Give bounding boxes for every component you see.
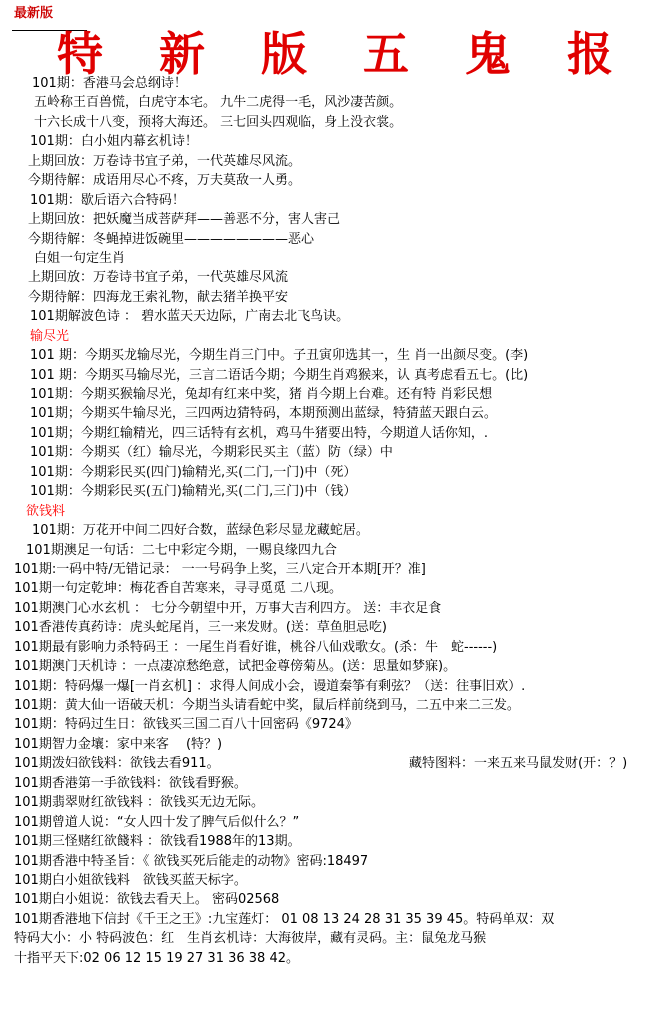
text-line: 101期香港中特圣旨：《 欲钱买死后能走的动物》密码:18497: [14, 853, 369, 869]
text-line: 101期白小姐欲钱料 欲钱买蓝天标字。: [14, 872, 247, 888]
text-line: 101期；今期红输精光，四三话特有玄机，鸡马牛猪要出特，今期道人话你知，.: [30, 425, 488, 441]
text-line: 101期翡翠财红欲钱料 ：欲钱买无边无际。: [14, 795, 264, 811]
section-heading: 欲钱料: [26, 503, 66, 519]
text-line: 101期澳门天机诗 ：一点凄凉愁绝意，试把金尊傍菊丛。(送：思量如梦寐)。: [14, 659, 457, 675]
text-line: 白姐一句定生肖: [34, 250, 126, 266]
text-line: 101期：今期彩民买(五门)输精光,买(二门,三门)中（钱）: [30, 484, 357, 500]
text-line: 101期：黄大仙一语破天机：今期当头请看蛇中奖，鼠后样前绕到马，二五中来二三发。: [14, 698, 520, 713]
text-line: 101期：特码过生日：欲钱买三国二百八十回密码《9724》: [14, 717, 358, 733]
text-line: 101期香港第一手欲钱料：欲钱看野猴。: [14, 775, 247, 791]
text-line: 101 期：今期买马输尽光，三言二语话今期；今期生肖鸡猴来，认 真考虑看五七。(比): [30, 367, 529, 383]
text-line: [0, 754, 670, 773]
text-line: 上期回放：万卷诗书宜子弟，一代英雄尽风流: [28, 270, 289, 286]
text-line: 101期一句定乾坤：梅花香自苦寒来，寻寻觅觅 二八现。: [14, 581, 342, 597]
text-line: 101期智力金壤：家中来客 (特？): [14, 736, 223, 752]
text-line: 101香港传真药诗：虎头蛇尾肖，三一来发财。(送：草鱼胆忌吃): [14, 620, 387, 636]
text-line: 101期：今期买（红）输尽光，今期彩民买主（蓝）防（绿）中: [30, 445, 393, 461]
section-heading: 输尽光: [30, 328, 70, 344]
text-line: 101期最有影响力杀特码王 ：一尾生肖看好谁，桃谷八仙戏歌女。(杀：牛 蛇------): [14, 639, 498, 655]
text-line-right: 藏特图料：一来五来马鼠发财(开：？): [409, 756, 628, 772]
text-line: 十指平天下:02 06 12 15 19 27 31 36 38 42。: [14, 950, 299, 966]
text-line: 101期：今期彩民买(四门)输精光,买(二门,一门)中（死）: [30, 464, 357, 480]
text-line: 101期三怪赌红欲餞料 ：欲钱看1988年的13期。: [14, 834, 301, 850]
text-line: 今期待解：四海龙王索礼物，献去猪羊换平安: [28, 289, 289, 305]
text-line-left: 101期泼妇欲钱料：欲钱去看911。: [14, 756, 220, 772]
text-line: 五岭称王百兽慌，白虎守本宅。 九牛二虎得一毛，风沙凄苦颜。: [34, 95, 403, 111]
text-line: 上期回放：万卷诗书宜子弟，一代英雄尽风流。: [28, 153, 302, 169]
text-line: 101期：今期买猴输尽光，兔却有红来中奖，猪 肖今期上台难。还有特 肖彩民想: [30, 387, 493, 402]
version-badge: 最新版: [14, 6, 54, 21]
text-line: 101期：白小姐内幕玄机诗！: [30, 134, 198, 150]
text-line: 101期澳足一句话：二七中彩定今期，一赐良缘四九合: [26, 542, 337, 558]
text-line: 今期待解：成语用尽心不疼，万夫莫敌一人勇。: [28, 173, 302, 189]
text-line: 101期：香港马会总纲诗！: [32, 76, 187, 91]
text-line: 十六长成十八变，预将大海还。 三七回头四观临，身上没衣裳。: [34, 114, 403, 130]
text-line: 101期曾道人说：“女人四十发了脾气后似什么？”: [14, 814, 300, 830]
text-line: 特码大小：小 特码波色：红 生肖玄机诗：大海彼岸，藏有灵码。主：鼠兔龙马猴: [14, 931, 487, 947]
text-line: 101 期：今期买龙输尽光，今期生肖三门中。子丑寅卯选其一，生 肖一出颜尽变。(李): [30, 348, 529, 364]
content-body: [0, 74, 670, 968]
text-line: 101期澳门心水玄机 ： 七分今朝望中开，万事大吉利四方。 送：丰衣足食: [14, 600, 442, 616]
text-line: 上期回放：把妖魔当成菩萨拜——善恶不分，害人害己: [28, 212, 341, 228]
text-line: 101期解波色诗 ： 碧水蓝天天边际，广南去北飞鸟诀。: [30, 309, 350, 325]
text-line: 101期：歇后语六合特码！: [30, 192, 185, 208]
text-line: 101期白小姐说：欲钱去看天上。 密码02568: [14, 892, 280, 908]
text-line: 101期；今期买牛输尽光，三四两边猜特码，本期预测出蓝绿，特猜蓝天跟白云。: [30, 406, 497, 422]
text-line: 101期：特码爆一爆[一肖玄机] ：求得人间成小会，谩道秦筝有剩弦？（送：往事旧欢）.: [14, 678, 526, 694]
text-line: 101期香港地下信封《千王之王》:九宝莲灯： 01 08 13 24 28 31 35 39 45。特码单双：双: [14, 911, 555, 927]
text-line: 今期待解：冬蝇掉进饭碗里————————恶心: [28, 231, 315, 247]
text-line: 101期:一码中特/无错记录： 一一号码争上奖，三八定合开本期[开？准]: [14, 561, 426, 577]
page-title: 特 新 版 五 鬼 报: [56, 27, 634, 81]
text-line: 101期：万花开中间二四好合数，蓝绿色彩尽显龙藏蛇居。: [32, 523, 369, 539]
